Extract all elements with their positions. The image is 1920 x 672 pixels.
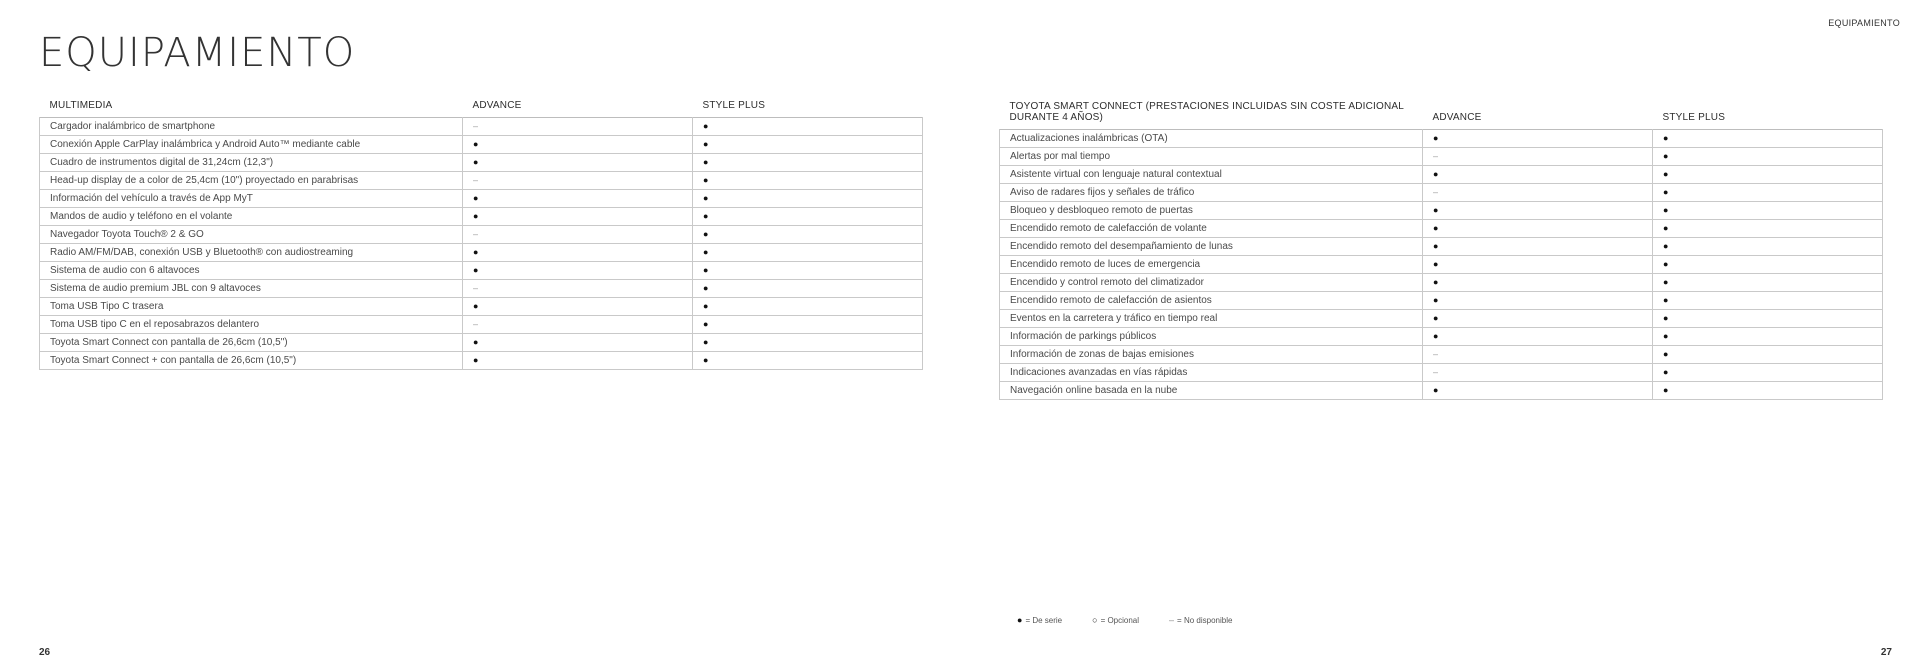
table-row xyxy=(40,153,923,171)
standard-mark: ● xyxy=(693,207,923,225)
standard-mark: ● xyxy=(1653,363,1883,381)
standard-mark: ● xyxy=(1423,327,1653,345)
standard-mark: ● xyxy=(1653,201,1883,219)
table-row xyxy=(1000,201,1883,219)
feature-name: Conexión Apple CarPlay inalámbrica y Android Auto™ mediante cable xyxy=(40,135,463,153)
standard-mark: ● xyxy=(463,153,693,171)
standard-mark: ● xyxy=(463,351,693,369)
legend-optional xyxy=(1092,615,1139,625)
standard-mark: ● xyxy=(693,315,923,333)
table-header-row xyxy=(40,93,923,117)
table-row xyxy=(1000,183,1883,201)
feature-name: Radio AM/FM/DAB, conexión USB y Bluetooth® con audiostreaming xyxy=(40,243,463,261)
table-row xyxy=(1000,273,1883,291)
table-row xyxy=(1000,291,1883,309)
table-row xyxy=(40,297,923,315)
not-available-mark: – xyxy=(463,225,693,243)
table-row xyxy=(1000,219,1883,237)
legend xyxy=(1017,615,1232,625)
page-number-right: 27 xyxy=(1880,647,1892,658)
feature-name: Actualizaciones inalámbricas (OTA) xyxy=(1000,129,1423,147)
standard-mark: ● xyxy=(693,243,923,261)
smart-connect-table xyxy=(999,93,1883,400)
feature-name: Mandos de audio y teléfono en el volante xyxy=(40,207,463,225)
standard-mark: ● xyxy=(693,351,923,369)
column-header-feature: TOYOTA SMART CONNECT (PRESTACIONES INCLUIDAS SIN COSTE ADICIONAL DURANTE 4 AÑOS) xyxy=(1009,100,1404,123)
standard-mark: ● xyxy=(463,189,693,207)
table-row xyxy=(1000,309,1883,327)
standard-mark: ● xyxy=(463,261,693,279)
standard-mark: ● xyxy=(1653,255,1883,273)
feature-name: Aviso de radares fijos y señales de tráfico xyxy=(1000,183,1423,201)
running-head: EQUIPAMIENTO xyxy=(1828,18,1900,28)
feature-name: Sistema de audio premium JBL con 9 altavoces xyxy=(40,279,463,297)
table-row xyxy=(40,225,923,243)
not-available-mark: – xyxy=(463,117,693,135)
table-header-row xyxy=(1000,93,1883,129)
standard-mark: ● xyxy=(463,207,693,225)
table-row xyxy=(40,315,923,333)
feature-name: Encendido y control remoto del climatizador xyxy=(1000,273,1423,291)
standard-mark: ● xyxy=(693,153,923,171)
feature-name: Sistema de audio con 6 altavoces xyxy=(40,261,463,279)
feature-name: Eventos en la carretera y tráfico en tiempo real xyxy=(1000,309,1423,327)
table-row xyxy=(40,207,923,225)
feature-name: Información del vehículo a través de App MyT xyxy=(40,189,463,207)
page-number-left: 26 xyxy=(39,647,51,658)
legend-unavailable xyxy=(1169,615,1232,625)
standard-mark: ● xyxy=(1423,201,1653,219)
standard-mark: ● xyxy=(693,189,923,207)
feature-name: Encendido remoto del desempañamiento de lunas xyxy=(1000,237,1423,255)
table-row xyxy=(1000,255,1883,273)
table-row xyxy=(1000,345,1883,363)
standard-mark: ● xyxy=(463,297,693,315)
filled-dot-icon: ● xyxy=(1017,615,1023,625)
feature-name: Asistente virtual con lenguaje natural contextual xyxy=(1000,165,1423,183)
feature-name: Toma USB Tipo C trasera xyxy=(40,297,463,315)
standard-mark: ● xyxy=(1423,291,1653,309)
feature-name: Head-up display de a color de 25,4cm (10") proyectado en parabrisas xyxy=(40,171,463,189)
standard-mark: ● xyxy=(1423,129,1653,147)
feature-name: Toyota Smart Connect con pantalla de 26,6cm (10,5") xyxy=(40,333,463,351)
table-row xyxy=(40,117,923,135)
feature-name: Bloqueo y desbloqueo remoto de puertas xyxy=(1000,201,1423,219)
feature-name: Encendido remoto de calefacción de asientos xyxy=(1000,291,1423,309)
feature-name: Toyota Smart Connect + con pantalla de 26,6cm (10,5") xyxy=(40,351,463,369)
standard-mark: ● xyxy=(693,171,923,189)
standard-mark: ● xyxy=(693,117,923,135)
table-row xyxy=(1000,165,1883,183)
open-circle-icon: ○ xyxy=(1092,615,1098,625)
column-header-feature: MULTIMEDIA xyxy=(49,99,113,111)
not-available-mark: – xyxy=(1423,345,1653,363)
feature-name: Cuadro de instrumentos digital de 31,24cm (12,3") xyxy=(40,153,463,171)
not-available-mark: – xyxy=(463,315,693,333)
not-available-mark: – xyxy=(1423,363,1653,381)
standard-mark: ● xyxy=(693,135,923,153)
not-available-mark: – xyxy=(1423,183,1653,201)
feature-name: Información de zonas de bajas emisiones xyxy=(1000,345,1423,363)
legend-label: = De serie xyxy=(1025,615,1063,625)
column-header-style-plus: STYLE PLUS xyxy=(702,99,766,111)
legend-standard xyxy=(1017,615,1062,625)
standard-mark: ● xyxy=(1423,273,1653,291)
standard-mark: ● xyxy=(1653,237,1883,255)
standard-mark: ● xyxy=(463,135,693,153)
feature-name: Encendido remoto de luces de emergencia xyxy=(1000,255,1423,273)
not-available-mark: – xyxy=(463,279,693,297)
table-row xyxy=(40,279,923,297)
column-header-style-plus: STYLE PLUS xyxy=(1662,111,1726,123)
table-row xyxy=(1000,147,1883,165)
column-header-advance: ADVANCE xyxy=(1432,111,1482,123)
table-row xyxy=(40,135,923,153)
standard-mark: ● xyxy=(693,279,923,297)
standard-mark: ● xyxy=(1653,183,1883,201)
table-row xyxy=(1000,381,1883,399)
feature-name: Indicaciones avanzadas en vías rápidas xyxy=(1000,363,1423,381)
standard-mark: ● xyxy=(693,261,923,279)
standard-mark: ● xyxy=(693,333,923,351)
dash-icon: – xyxy=(1169,615,1175,625)
legend-label: = Opcional xyxy=(1100,615,1140,625)
table-row xyxy=(40,171,923,189)
standard-mark: ● xyxy=(1653,219,1883,237)
standard-mark: ● xyxy=(1423,219,1653,237)
feature-name: Cargador inalámbrico de smartphone xyxy=(40,117,463,135)
table-row xyxy=(40,243,923,261)
standard-mark: ● xyxy=(1423,309,1653,327)
standard-mark: ● xyxy=(1653,273,1883,291)
feature-name: Navegador Toyota Touch® 2 & GO xyxy=(40,225,463,243)
multimedia-table xyxy=(39,93,923,370)
column-header-advance: ADVANCE xyxy=(472,99,522,111)
table-row xyxy=(1000,237,1883,255)
table-row xyxy=(1000,363,1883,381)
not-available-mark: – xyxy=(463,171,693,189)
standard-mark: ● xyxy=(1423,255,1653,273)
standard-mark: ● xyxy=(463,243,693,261)
standard-mark: ● xyxy=(1653,381,1883,399)
standard-mark: ● xyxy=(1423,237,1653,255)
table-row xyxy=(40,333,923,351)
standard-mark: ● xyxy=(1653,291,1883,309)
standard-mark: ● xyxy=(693,297,923,315)
table-row xyxy=(1000,129,1883,147)
standard-mark: ● xyxy=(1653,165,1883,183)
table-row xyxy=(1000,327,1883,345)
standard-mark: ● xyxy=(1423,381,1653,399)
table-row xyxy=(40,261,923,279)
standard-mark: ● xyxy=(1653,309,1883,327)
legend-label: = No disponible xyxy=(1177,615,1233,625)
not-available-mark: – xyxy=(1423,147,1653,165)
standard-mark: ● xyxy=(1653,147,1883,165)
table-row xyxy=(40,189,923,207)
feature-name: Alertas por mal tiempo xyxy=(1000,147,1423,165)
standard-mark: ● xyxy=(1653,327,1883,345)
standard-mark: ● xyxy=(1653,129,1883,147)
feature-name: Encendido remoto de calefacción de volante xyxy=(1000,219,1423,237)
standard-mark: ● xyxy=(693,225,923,243)
page-title: EQUIPAMIENTO xyxy=(39,30,356,76)
table-row xyxy=(40,351,923,369)
standard-mark: ● xyxy=(1653,345,1883,363)
standard-mark: ● xyxy=(463,333,693,351)
feature-name: Toma USB tipo C en el reposabrazos delantero xyxy=(40,315,463,333)
standard-mark: ● xyxy=(1423,165,1653,183)
feature-name: Navegación online basada en la nube xyxy=(1000,381,1423,399)
feature-name: Información de parkings públicos xyxy=(1000,327,1423,345)
